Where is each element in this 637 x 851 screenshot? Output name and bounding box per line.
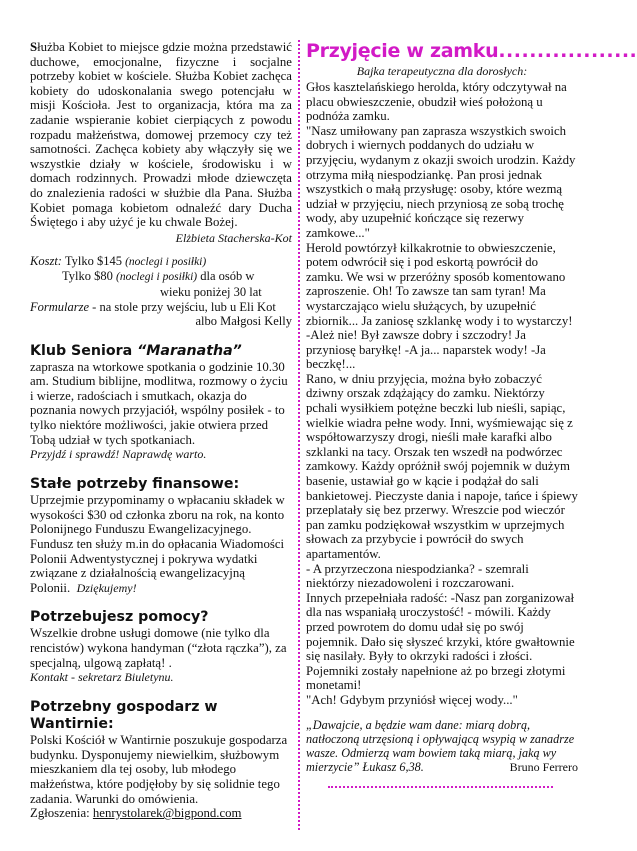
bible-quote-text: „Dawajcie, a będzie wam dane: miarą dobrą, natłoczoną utrzęsioną i opływającą wsypią w zanadrze wasze. Odmierzą wam bowiem taką miarą, jaką wy mierzycie” Łukasz 6,38. [306, 717, 575, 774]
finance-text [30, 493, 292, 595]
intro-text: łużba Kobiet to miejsce gdzie można przedstawić duchowe, emocjonalne, fizyczne i socjalne potrzeby kobiet w kościele. Służba Kobiet zachęca kobiety do udoskonalania swego potencjału w misji Kościoła. Jest to organizacja, która ma za zadanie wspieranie kobiet cierpiących z powodu rozpadu małżeństwa, domowej przemocy czy też samotności. Zachęca kobiety aby włączyły się we wszystkie działy w kościele, środowisku i w domach rodzinnych. Prowadzi młode dziewczęta do znalezienia radości w służbie dla Pana. Służba Kobiet pomaga kobietom odnaleźć dary Ducha Świętego i aby użyć je ku chwale Bożej. [30, 40, 292, 230]
intro-lead-letter: S [30, 40, 38, 54]
email-link[interactable]: henrystolarek@bigpond.com [92, 806, 242, 821]
story-title-dots: .................. [498, 40, 637, 62]
womens-ministry-paragraph [30, 40, 292, 230]
column-divider [298, 40, 301, 830]
story-paragraph: Innych przepełniała radość: -Nasz pan zorganizował dla nas wspaniałą uroczystość! - mówili. Każdy przed powrotem do domu udał się po swój pojemnik. Dało się słyszeć krzyki, które gwałtownie się nasilały. Były to okrzyki radości i złości. Pojemniki zostały napełnione aż po brzegi złotymi monetami! [306, 590, 575, 693]
finance-thanks: Dziękujemy! [76, 580, 137, 595]
forms-text: - na stole przy wejściu, lub u Eli Kot [89, 299, 276, 314]
quote-author: Bruno Ferrero [509, 759, 578, 774]
help-contact: Kontakt - sekretarz Biuletynu. [30, 670, 174, 685]
host-contact [30, 806, 292, 821]
host-contact-label: Zgłoszenia: [30, 806, 93, 821]
story-paragraph: "Nasz umiłowany pan zaprasza wszystkich swoich dobrych i wiernych poddanych do udziału w przyjęciu, wydanym z okazji swoich urodzin. Każdy otrzyma miłą niespodziankę. Pan prosi jednak wszystkich o małą przysługę: osoby, które wezmą udział w przyjęciu, niech przyniosą ze sobą trochę wody, aby uzupełnić kończące się rezerwy zamkowe..." [306, 123, 576, 240]
cost-price-2: Tylko $80 [62, 269, 116, 284]
cost-age: wieku poniżej 30 lat [160, 284, 262, 299]
club-heading-text: Klub Seniora [30, 342, 138, 359]
help-heading: Potrzebujesz pomocy? [30, 609, 209, 626]
cost-label: Koszt: [30, 253, 62, 268]
signature: Elżbieta Stacherska-Kot [175, 230, 292, 245]
help-text: Wszelkie drobne usługi domowe (nie tylko dla rencistów) wykona handyman (“złota rączka”), za specjalną, ulgową zapłatą! . [30, 626, 287, 670]
bottom-dotted-rule [328, 786, 553, 788]
club-closing: Przyjdź i sprawdź! Naprawdę warto. [30, 447, 207, 462]
left-column [30, 40, 292, 821]
story-subtitle: Bajka terapeutyczna dla dorosłych: [356, 64, 528, 78]
right-column [306, 40, 637, 788]
cost-block [30, 254, 292, 329]
host-heading: Potrzebny gospodarz w Wantirnie: [30, 699, 218, 733]
cost-rest-2: dla osób w [197, 269, 255, 284]
forms-contact: albo Małgosi Kelly [195, 314, 292, 329]
story-title: Przyjęcie w zamku [306, 40, 499, 62]
bulletin-page [30, 40, 637, 830]
cost-price-1: Tylko $145 [61, 253, 126, 268]
story-paragraph: - A przyrzeczona niespodzianka? - szemrali niektórzy niezadowoleni i rozczarowani. [306, 561, 529, 591]
club-heading [30, 343, 292, 360]
cost-note-2: (noclegi i posiłki) [116, 271, 198, 284]
club-text: zaprasza na wtorkowe spotkania o godzinie 10.30 am. Studium biblijne, modlitwa, rozmowy o życiu i wierze, radościach i smutkach, okazja do poznania nowych przyjaciół, wspólny posiłek - to tylko niektóre możliwości, jakie otwiera przed Tobą udział w tych spotkaniach. [30, 359, 288, 447]
bible-quote [306, 718, 578, 774]
forms-label: Formularze [30, 299, 90, 314]
story-paragraph: "Ach! Gdybym przyniósł więcej wody..." [306, 692, 518, 707]
cost-note-1: (noclegi i posiłki) [125, 255, 207, 268]
story-paragraph: Głos kasztelańskiego herolda, który odczytywał na placu obwieszczenie, obudził wieś położoną u podnóża zamku. [306, 80, 567, 124]
finance-body: Uprzejmie przypominamy o wpłacaniu składek w wysokości $30 od członka zboru na rok, na konto Polonijnego Funduszu Ewangelizacyjnego. Fundusz ten służy m.in do opłacania Wiadomości Polonii Adwentystycznej i pokrywa wydatki związane z działalnością ewangelizacyjną Polonii. [30, 493, 285, 595]
story-paragraph: Rano, w dniu przyjęcia, można było zobaczyć dziwny orszak zdążający do zamku. Niektórzy pchali wysiłkiem potężne beczki lub nieśli, sapiąc, wielkie wiadra pełne wody. Inni, wyśmiewając się z współtowarzyszy drogi, nieśli małe karafki albo szklanki na tacy. Orszak ten wszedł na podwórzec zamkowy. Każdy opróżnił swój pojemnik w dużym basenie, ustawiał go w kącie i podążał do sali bankietowej. Pieczyste dania i napoje, tańce i śpiewy przeplatały się bez przerwy. Wreszcie pod wieczór pan zamku podziękował wszystkim w uprzejmych słowach za przybycie i powrócił do swych apartamentów. [306, 371, 578, 561]
story-paragraph: Herold powtórzył kilkakrotnie to obwieszczenie, potem odwrócił się i pod eskortą powrócił do zamku. We wsi w przeróżny sposób komentowano zaproszenie. Oh! To zawsze tan sam tyran! Ma wystarczająco wielu służących, by uzupełnić zbiornik... Ja zaniosę szklankę wody i to wystarczy! -Ależ nie! Był zawsze dobry i szczodry! Ja przyniosę baryłkę! -A ja... naparstek wody! -Ja beczkę!... [306, 240, 573, 372]
host-text: Polski Kościół w Wantirnie poszukuje gospodarza budynku. Dysponujemy niewielkim, służbowym mieszkaniem dla tej osoby, lub młodego małżeństwa, które podjęłoby by się solidnie tego zadania. Warunki do omówienia. [30, 733, 288, 806]
club-heading-name: “Maranatha” [137, 342, 242, 359]
finance-heading: Stałe potrzeby finansowe: [30, 476, 240, 493]
story-title-row [306, 40, 637, 62]
